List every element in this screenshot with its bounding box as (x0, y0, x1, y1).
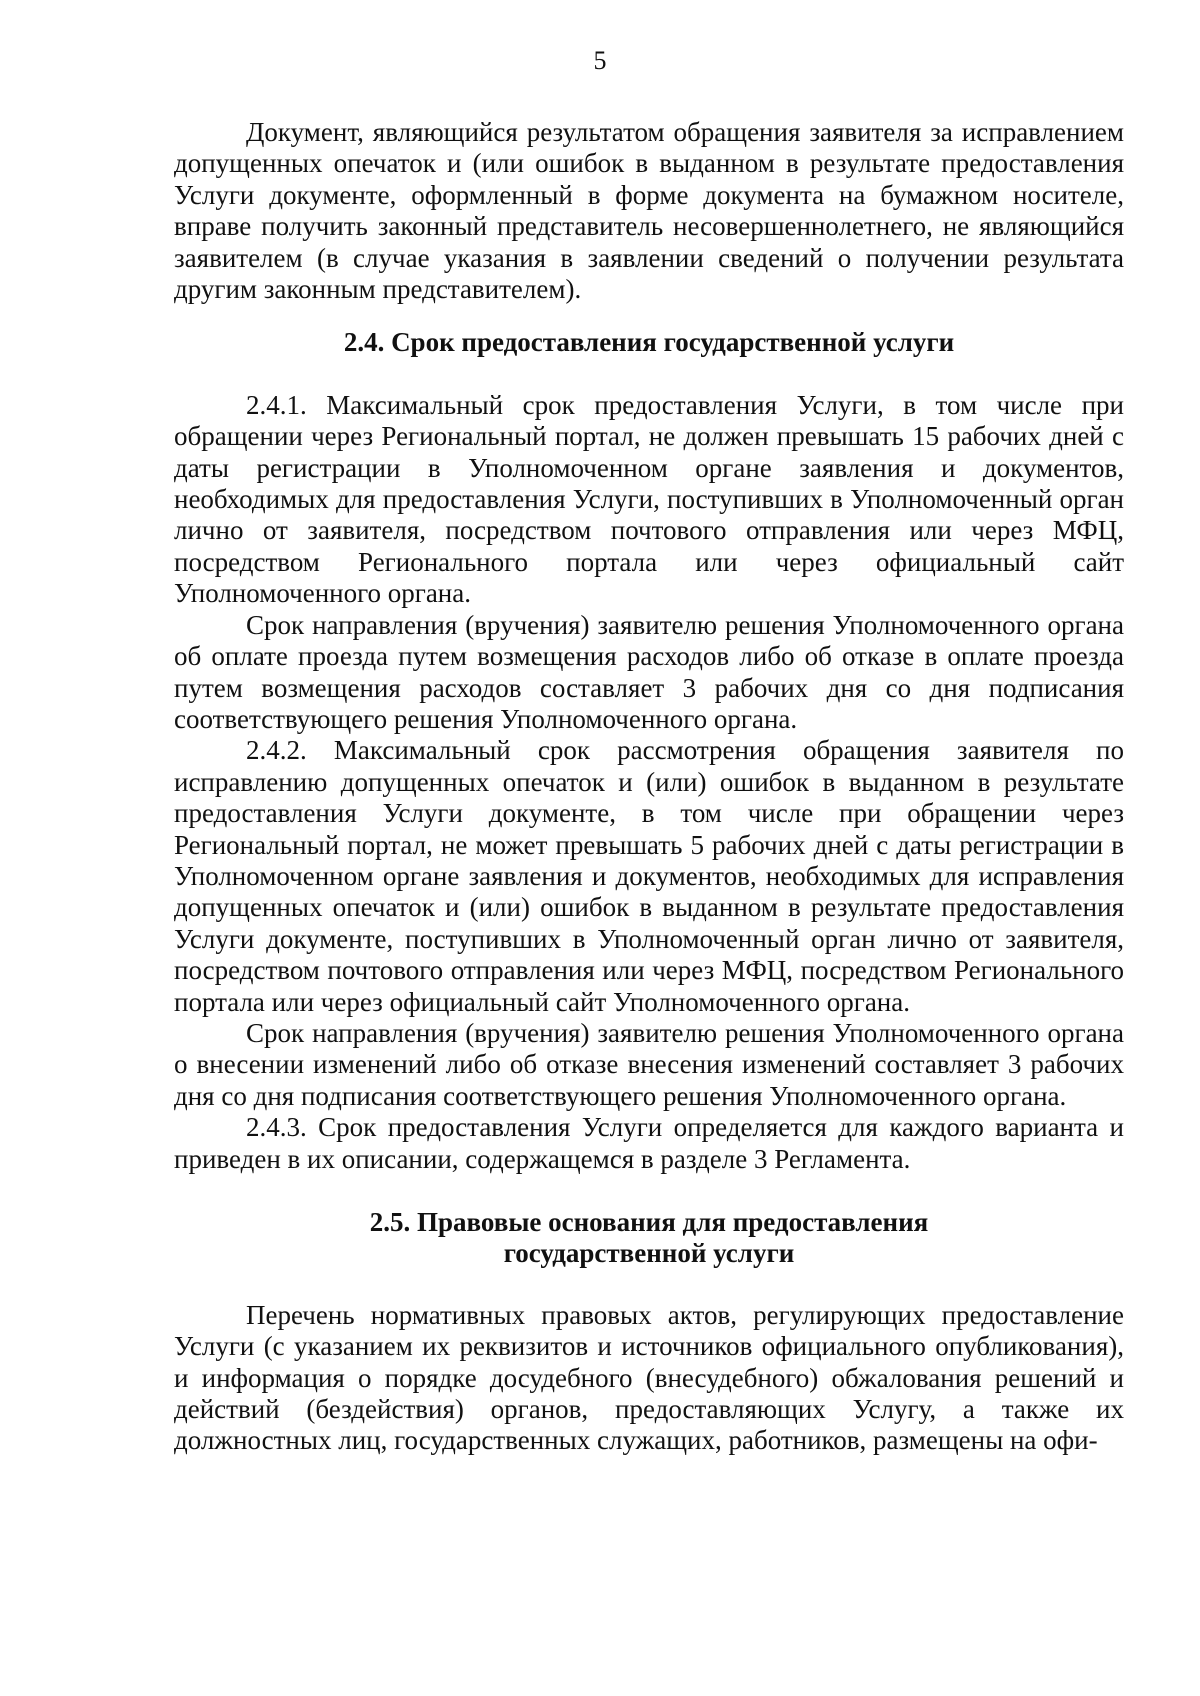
page-number: 5 (593, 46, 607, 75)
paragraph-2-4-2: 2.4.2. Максимальный срок рассмотрения обращения заявителя по исправлению допущенных опечаток и (или) ошибок в выданном в результате предоставления Услуги документе, в том числе при обращении через Региональный портал, не может превышать 5 рабочих дней с даты регистрации в Уполномоченном органе заявления и документов, необходимых для исправления допущенных опечаток и (или) ошибок в выданном в результате предоставления Услуги документе, поступивших в Уполномоченный орган лично от заявителя, посредством почтового отправления или через МФЦ, посредством Регионального портала или через официальный сайт Уполномоченного органа. (174, 735, 1124, 1017)
section-2-5-heading (174, 1207, 1124, 1270)
paragraph-2-4-1-term: Срок направления (вручения) заявителю решения Уполномоченного органа об оплате проезда путем возмещения расходов либо об отказе в оплате проезда путем возмещения расходов составляет 3 рабочих дня со дня подписания соответствующего решения Уполномоченного органа. (174, 609, 1124, 734)
spacer (174, 1175, 1124, 1207)
document-body (174, 117, 1124, 1457)
intro-paragraph: Документ, являющийся результатом обращения заявителя за исправлением допущенных опечаток и (или ошибок в выданном в результате предоставления Услуги документе, оформленный в форме документа на бумажном носителе, вправе получить законный представитель несовершеннолетнего, не являющийся заявителем (в случае указания в заявлении сведений о получении результата другим законным представителем). (174, 117, 1124, 305)
paragraph-2-5: Перечень нормативных правовых актов, регулирующих предоставление Услуги (с указанием их реквизитов и источников официального опубликования), и информация о порядке досудебного (внесудебного) обжалования решений и действий (бездействия) органов, предоставляющих Услугу, а также их должностных лиц, государственных служащих, работников, размещены на офи- (174, 1299, 1124, 1456)
paragraph-2-4-3: 2.4.3. Срок предоставления Услуги определяется для каждого варианта и приведен в их описании, содержащемся в разделе 3 Регламента. (174, 1112, 1124, 1174)
spacer (174, 359, 1124, 390)
section-2-5-heading-line-1: 2.5. Правовые основания для предоставления (369, 1207, 929, 1237)
paragraph-2-4-1: 2.4.1. Максимальный срок предоставления Услуги, в том числе при обращении через Региональный портал, не должен превышать 15 рабочих дней с даты регистрации в Уполномоченном органе заявления и документов, необходимых для предоставления Услуги, поступивших в Уполномоченный орган лично от заявителя, посредством почтового отправления или через МФЦ, посредством Регионального портала или через официальный сайт Уполномоченного органа. (174, 389, 1124, 609)
section-2-5-heading-line-2: государственной услуги (503, 1238, 795, 1269)
spacer (174, 305, 1124, 327)
spacer (174, 1270, 1124, 1300)
paragraph-2-4-2-term: Срок направления (вручения) заявителю решения Уполномоченного органа о внесении изменений либо об отказе внесения изменений составляет 3 рабочих дня со дня подписания соответствующего решения Уполномоченного органа. (174, 1017, 1124, 1111)
section-2-4-heading: 2.4. Срок предоставления государственной услуги (343, 327, 955, 358)
